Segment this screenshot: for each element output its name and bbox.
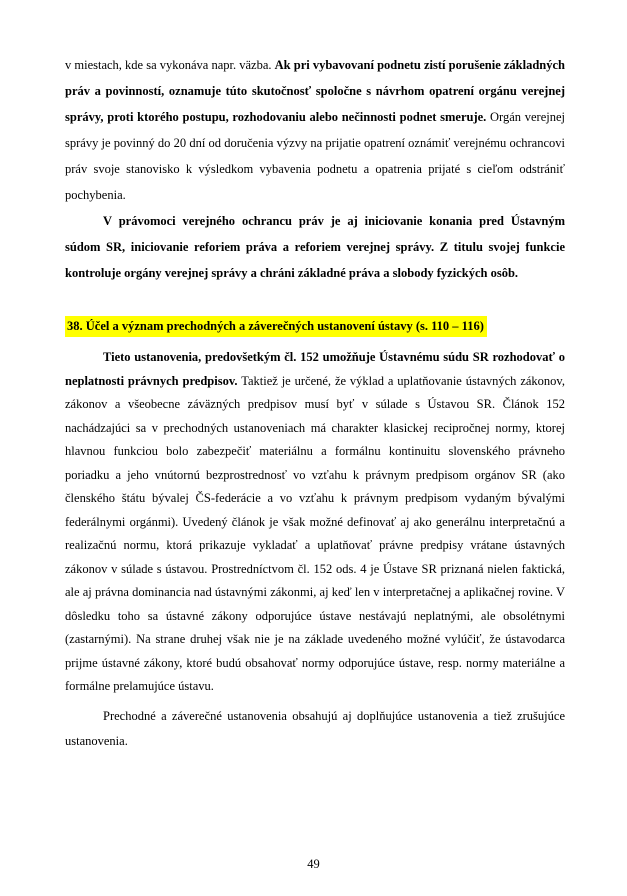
- text-segment: V právomoci verejného ochrancu práv je aj iniciovanie konania pred Ústavným súdom SR, iniciovanie reforiem práva a reforiem verejnej správy. Z titulu svojej funkcie kontroluje orgány verejnej správy a chráni základné práva a slobody fyzických osôb.: [65, 214, 565, 280]
- text-segment: Orgán verejnej správy je povinný do 20 dní od doručenia výzvy na prijatie opatrení oznámiť verejnému ochrancovi práv svoje stanovisko k výsledkom vybavenia podnetu a opatrenia prijaté s cieľom odstrániť pochybenia.: [65, 110, 566, 202]
- page-number: 49: [307, 857, 320, 871]
- text-segment: Prechodné a záverečné ustanovenia obsahujú aj doplňujúce ustanovenia a tiež zrušujúce ustanovenia.: [65, 708, 565, 748]
- paragraph: [65, 704, 565, 754]
- page-content: [65, 52, 565, 754]
- paragraph: [65, 52, 565, 208]
- text-segment: v miestach, kde sa vykonáva napr. väzba.: [65, 58, 275, 72]
- paragraph: [65, 208, 565, 286]
- text-segment: Taktiež je určené, že výklad a uplatňovanie ústavných zákonov, zákonov a všeobecne záväzných predpisov musí byť v súlade s Ústavou SR. Článok 152 nachádzajúci sa v prechodných ustanoveniach má charakter klasickej recipročnej normy, ktorej hlavnou funkciou bolo zabezpečiť materiálnu a formálnu kontinuitu slovenského právneho poriadku a jeho vnútornú bezprostrednosť vo vzťahu k právnym predpisom orgánov SR (ako členského štátu bývalej ČS-federácie a vo vzťahu k právnym predpisom vydaným bývalými federálnymi orgánmi). Uvedený článok je však možné definovať aj ako generálnu interpretačnú a realizačnú normu, ktorá prikazuje vykladať a uplatňovať právne predpisy vrátane ústavných zákonov v súlade s ústavou. Prostredníctvom čl. 152 ods. 4 je Ústave SR priznaná nielen faktická, ale aj právna dominancia nad ústavnými zákonmi, aj keď len v interpretačnej a aplikačnej rovine. V dôsledku toho sa ústavné zákony odporujúce ústave nestávajú neplatnými, ale obsolétnymi (zastarnými). Na strane druhej však nie je na základe uvedeného možné vylúčiť, že ústavodarca prijme ústavné zákony, ktoré budú obsahovať normy odporujúce ústave, resp. normy materiálne a formálne prelamujúce ústavu.: [65, 373, 565, 693]
- highlighted-heading-text: 38. Účel a význam prechodných a záverečných ustanovení ústavy (s. 110 – 116): [65, 316, 487, 337]
- section-heading: [65, 316, 565, 337]
- text-segment: Tieto ustanovenia, predovšetkým čl. 152 umožňuje Ústavnému súdu SR rozhodovať o neplatnosti právnych predpisov.: [65, 350, 565, 388]
- text-segment: Ak pri vybavovaní podnetu zistí porušenie základných práv a povinností, oznamuje túto skutočnosť spoločne s návrhom opatrení orgánu verejnej správy, proti ktorého postupu, rozhodovaniu alebo nečinnosti podnet smeruje.: [65, 58, 565, 124]
- paragraph: [65, 346, 565, 699]
